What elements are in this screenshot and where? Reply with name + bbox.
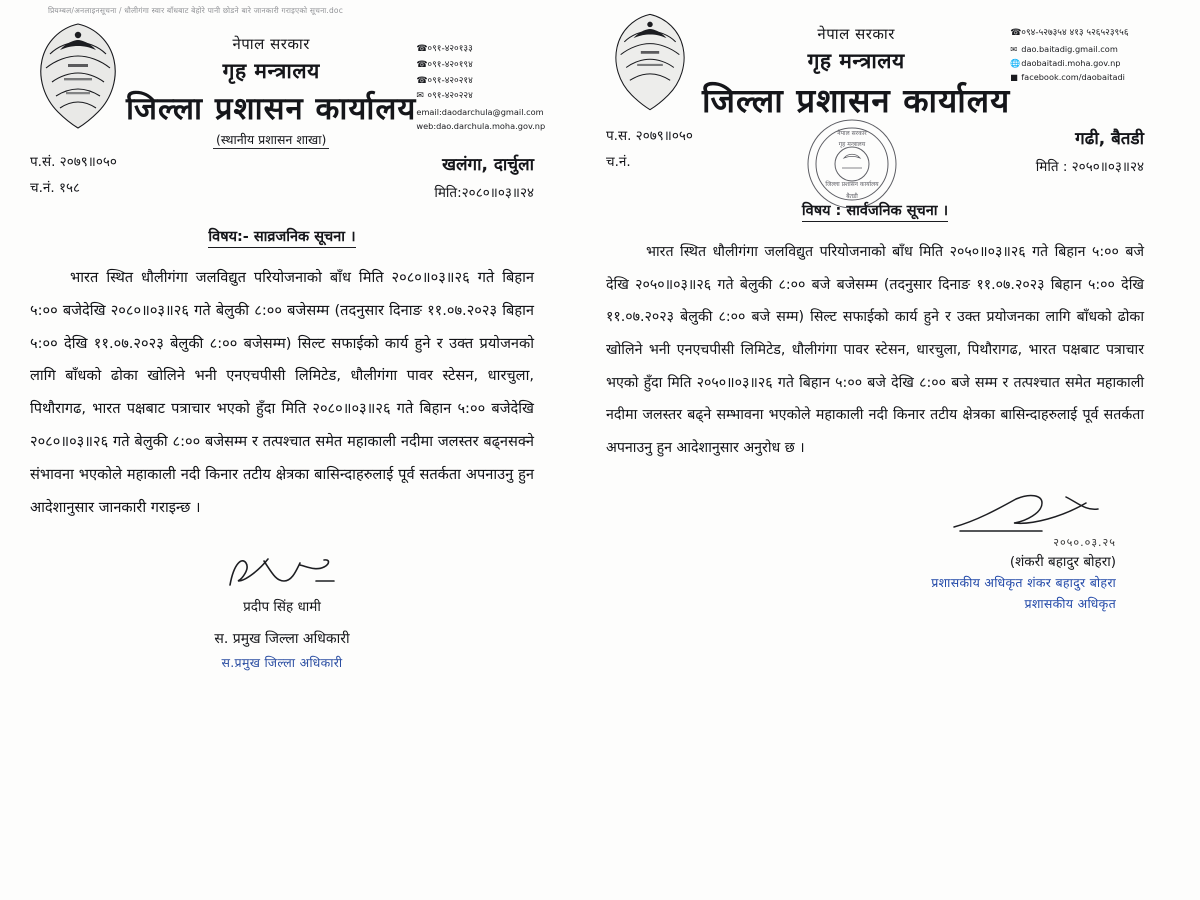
signature-block-right bbox=[606, 491, 1144, 612]
mail-icon: ✉ bbox=[1010, 43, 1018, 54]
government-name: नेपाल सरकार bbox=[232, 35, 310, 53]
subject-text: विषय:- साव्रजनिक सूचना । bbox=[208, 229, 355, 248]
reference-number: प.स. २०७९॥०५० bbox=[606, 128, 693, 144]
contact-value: ०९१-४२०२२४ bbox=[427, 91, 473, 102]
branch-name bbox=[126, 131, 416, 148]
government-name: नेपाल सरकार bbox=[817, 25, 895, 43]
contact-value: ०९१-४२०२१४ bbox=[427, 75, 473, 86]
contact-block-left bbox=[416, 20, 548, 134]
signer-stamp-name bbox=[606, 574, 1116, 591]
svg-text:गृह मन्त्रालय: गृह मन्त्रालय bbox=[838, 141, 866, 148]
contact-fax bbox=[416, 89, 548, 105]
contact-phone bbox=[1010, 26, 1160, 42]
meta-right-left bbox=[434, 152, 534, 201]
globe-icon: 🌐 bbox=[1010, 58, 1021, 69]
dispatch-number: च.नं. bbox=[606, 154, 631, 170]
nepal-government-emblem-icon bbox=[606, 10, 702, 122]
branch-label: (स्थानीय प्रशासन शाखा) bbox=[213, 132, 329, 149]
office-name: जिल्ला प्रशासन कार्यालय bbox=[702, 81, 1011, 120]
contact-phone-1 bbox=[416, 42, 548, 58]
dispatch-number: च.नं. १५८ bbox=[30, 180, 80, 196]
stamp-name: शंकर बहादुर बोहरा bbox=[1027, 574, 1116, 590]
contact-website: web:dao.darchula.moha.gov.np bbox=[416, 121, 546, 132]
contact-website bbox=[1010, 56, 1160, 70]
office-place: गढी, बैतडी bbox=[1075, 129, 1144, 149]
meta-left-left bbox=[30, 152, 117, 204]
letterhead-left bbox=[30, 20, 546, 148]
contact-block-right bbox=[1010, 10, 1160, 85]
phone-icon: ☎ bbox=[416, 75, 428, 86]
contact-value: daobaitadi.moha.gov.np bbox=[1021, 58, 1121, 69]
signature-block-left bbox=[30, 551, 534, 671]
reference-number: प.सं. २०७९॥०५० bbox=[30, 154, 117, 170]
contact-email: email:daodarchula@gmail.com bbox=[416, 107, 544, 117]
contact-facebook bbox=[1010, 70, 1160, 84]
document-baitadi bbox=[568, 0, 1200, 900]
document-darchula bbox=[0, 0, 568, 900]
contact-value: ०९१-४२०१९४ bbox=[427, 59, 473, 70]
svg-text:जिल्ला प्रशासन कार्यालय: जिल्ला प्रशासन कार्यालय bbox=[825, 181, 879, 188]
handwritten-signature-icon bbox=[606, 491, 1116, 535]
meta-right-right bbox=[1036, 126, 1144, 175]
signer-name: (शंकरी बहादुर बोहरा) bbox=[1009, 553, 1116, 570]
facebook-icon: ■ bbox=[1010, 72, 1019, 83]
phone-icon: ☎ bbox=[416, 44, 428, 54]
letter-body: भारत स्थित धौलीगंगा जलविद्युत परियोजनाको बाँध मिति २०८०॥०३॥२६ गते बिहान ५:०० बजेदेखि २०८०॥०३॥२६ गते बेलुकी ८:०० बजेसम्म (तदनुसार दिनाङ ११.०७.२०२३ बिहान ५:०० देखि ११.०७.२०२३ बेलुकी ८:०० बजेसम्म) सिल्ट सफाईको कार्य हुने र उक्त प्रयोजनको लागि बाँधको ढोका खोलिने भनी एनएचपीसी लिमिटेड, धौलीगंगा पावर स्टेसन, धारचुला, पिथौरागढ, भारत पक्षबाट पत्राचार भएको हुँदा मिति २०८०॥०३॥२६ गते बिहान ५:०० बजेदेखि २०८०॥०३॥२६ गते बेलुकी ८:०० बजेसम्म र तत्पश्चात समेत महाकाली नदीमा जलस्तर बढ्नसक्ने संभावना भएकोले महाकाली नदी किनार तटीय क्षेत्रका बासिन्दाहरुलाई पूर्व सतर्कता अपनाउनु हुन आदेशानुसार जानकारी गराइन्छ । bbox=[30, 269, 534, 516]
stamp-prefix: प्रशासकीय अधिकृत bbox=[931, 574, 1023, 590]
contact-phone-2 bbox=[416, 58, 548, 74]
subject-line bbox=[30, 226, 534, 246]
office-name: जिल्ला प्रशासन कार्यालय bbox=[126, 91, 417, 127]
signature-date-handwritten: २०५०.०३.२५ bbox=[1053, 535, 1116, 549]
svg-text:नेपाल सरकार: नेपाल सरकार bbox=[837, 130, 867, 137]
letter-body: भारत स्थित धौलीगंगा जलविद्युत परियोजनाको बाँध मिति २०५०॥०३॥२६ गते बिहान ५:०० बजे देखि २०५०॥०३॥२६ गते बेलुकी ८:०० बजे बजेसम्म (तदनुसार दिनाङ ११.०७.२०२३ बिहान ५:०० देखि ११.०७.२०२३ बेलुकी ८:०० बजे सम्म) सिल्ट सफाईको कार्य हुने र उक्त प्रयोजनका लागि बाँधको ढोका खोलिने भनी एनएचपीसी लिमिटेड, धौलीगंगा पावर स्टेसन, धारचुला, पिथौरागढ, भारत पक्षबाट पत्राचार भएको हुँदा मिति २०५०॥०३॥२६ गते बिहान ५:०० बजे देखि ८:०० बजे सम्म र तत्पश्चात समेत महाकाली नदीमा जलस्तर बढ्ने सम्भावना भएकोले महाकाली नदी किनार तटीय क्षेत्रका बासिन्दाहरुलाई पूर्व सतर्कता अपनाउनु हुन आदेशानुसार अनुरोध छ । bbox=[606, 244, 1144, 456]
letter-date: मिति : २०५०॥०३॥२४ bbox=[1035, 159, 1144, 175]
signer-stamp-title: प्रशासकीय अधिकृत bbox=[1024, 595, 1116, 611]
letterhead-center-right bbox=[702, 10, 1010, 122]
letterhead-right bbox=[606, 10, 1144, 122]
meta-block-left bbox=[30, 152, 534, 204]
signer-name: प्रदीप सिंह धामी bbox=[243, 598, 321, 615]
scan-header-filename: प्रियम्बल/अनलाइनसूचना / धौलीगंगा स्वार बाँधबाट बेहोरे पानी छोडने बारे जानकारी गराइएको सूचना.doc bbox=[48, 6, 344, 15]
contact-value: ०९१-४२०१३३ bbox=[427, 44, 473, 54]
meta-left-right bbox=[606, 126, 693, 178]
phone-icon: ☎ bbox=[1010, 28, 1022, 38]
phone-icon: ☎ bbox=[416, 59, 428, 70]
fax-icon: ✉ bbox=[416, 91, 424, 102]
contact-value: ०९४-५२७३५४ ४१३ ५२६५२३९५६ bbox=[1021, 28, 1129, 38]
contact-value: facebook.com/daobaitadi bbox=[1021, 72, 1125, 83]
handwritten-signature-icon bbox=[30, 551, 534, 595]
subject-text: विषय : सार्वजनिक सूचना । bbox=[802, 203, 948, 222]
svg-text:बैतडी: बैतडी bbox=[846, 193, 858, 200]
district-administration-office-round-stamp-icon bbox=[806, 118, 898, 210]
ministry-name: गृह मन्त्रालय bbox=[807, 49, 905, 73]
letter-date: मिति:२०८०॥०३॥२४ bbox=[434, 185, 534, 201]
ministry-name: गृह मन्त्रालय bbox=[222, 59, 320, 83]
letterhead-center-left bbox=[126, 20, 416, 148]
signer-title: स. प्रमुख जिल्ला अधिकारी bbox=[214, 630, 350, 647]
contact-email bbox=[1010, 42, 1160, 56]
office-place: खलंगा, दार्चुला bbox=[442, 155, 534, 175]
signer-stamp: स.प्रमुख जिल्ला अधिकारी bbox=[221, 654, 343, 670]
contact-phone-3 bbox=[416, 74, 548, 90]
contact-value: dao.baitadig.gmail.com bbox=[1021, 43, 1118, 54]
nepal-government-emblem-icon bbox=[30, 20, 126, 132]
